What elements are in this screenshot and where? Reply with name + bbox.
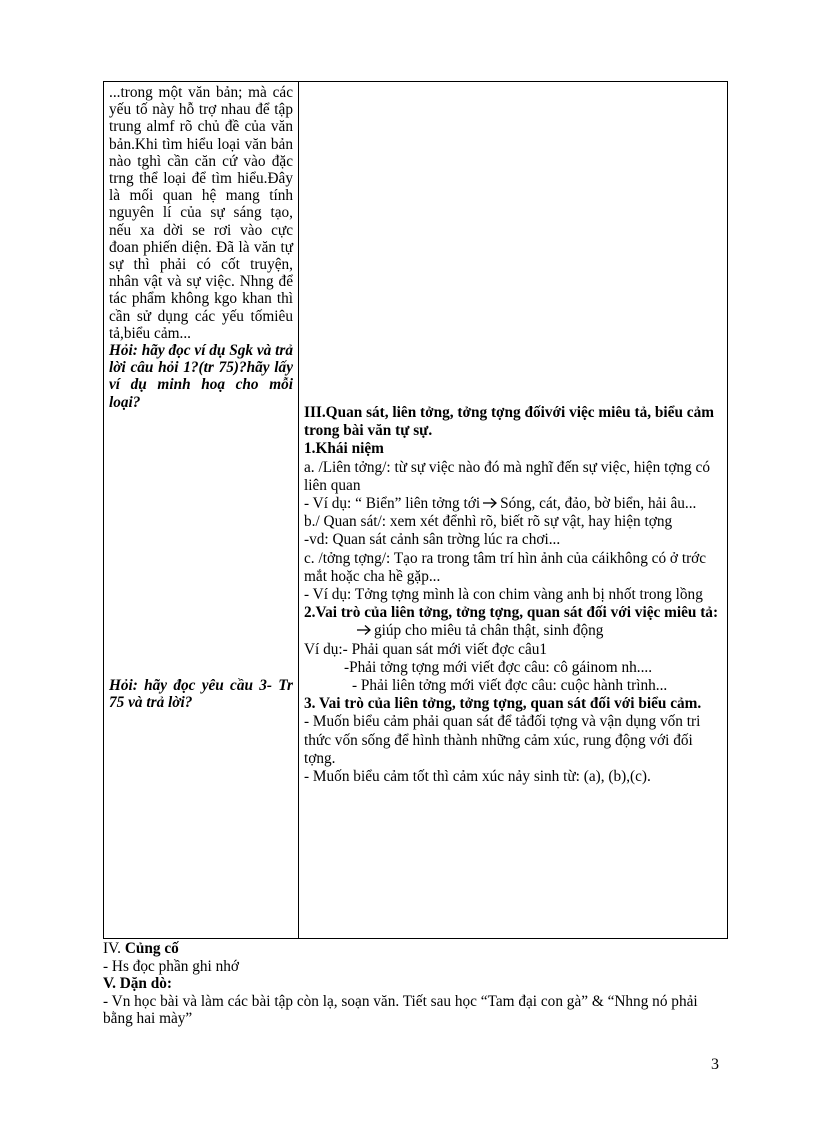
- question-1: Hỏi: hãy đọc ví dụ Sgk và trả lời câu hỏi 1?(tr 75)?hãy lấy ví dụ minh hoạ cho mỗi loại?: [109, 342, 293, 411]
- item-c: c. /tởng tợng/: Tạo ra trong tâm trí hìn ảnh của cáikhông có ở trớc mắt hoặc cha hề gặp...: [304, 549, 707, 585]
- role-description-text: giúp cho miêu tả chân thật, sinh động: [374, 622, 604, 640]
- spacer: [109, 411, 293, 677]
- arrow-right-icon: [482, 497, 498, 509]
- item-c-example: - Ví dụ: Tởng tợng mình là con chim vàng anh bị nhốt trong lồng: [304, 586, 703, 604]
- heading-consolidation: [103, 940, 728, 958]
- item-b-example: -vd: Quan sát cảnh sân trờng lúc ra chơi...: [304, 531, 561, 549]
- heading-concept: 1.Khái niệm: [304, 440, 384, 458]
- item-a-example-pre: - Ví dụ: “ Biển” liên tởng tới: [304, 495, 481, 513]
- homework-line: - Vn học bài và làm các bài tập còn lạ, soạn văn. Tiết sau học “Tam đại con gà” & “Nhng nó phải bằng hai mày”: [103, 992, 698, 1027]
- heading-role-description: 2.Vai trò của liên tởng, tởng tợng, quan sát đối với việc miêu tả:: [304, 604, 719, 622]
- question-2: Hỏi: hãy đọc yêu cầu 3- Tr 75 và trả lời?: [109, 676, 293, 712]
- heading-homework: V. Dặn dò:: [103, 975, 172, 992]
- page-number: 3: [711, 1056, 719, 1073]
- empty-top-space: [304, 84, 722, 404]
- consolidation-line: - Hs đọc phần ghi nhớ: [103, 957, 239, 975]
- role-example-1: Ví dụ:- Phải quan sát mới viết đợc câu1: [304, 640, 548, 658]
- role-example-3: - Phải liên tởng mới viết đợc câu: cuộc hành trình...: [352, 677, 668, 695]
- lesson-table: [103, 81, 728, 939]
- role-expression-1: - Muốn biểu cảm phải quan sát để tảđối tợng và vận dụng vốn tri thức vốn sống để hình thành những cảm xúc, rung động với đối tợng.: [304, 713, 701, 767]
- role-expression-2: - Muốn biểu cảm tốt thì cảm xúc nảy sinh từ: (a), (b),(c).: [304, 768, 651, 786]
- item-a-example-post: Sóng, cát, đảo, bờ biển, hải âu...: [500, 495, 697, 513]
- left-column: [104, 82, 299, 939]
- item-b: b./ Quan sát/: xem xét đểnhì rõ, biết rõ sự vật, hay hiện tợng: [304, 513, 673, 531]
- lesson-footer: [103, 940, 728, 1028]
- heading-consolidation-number: IV.: [103, 940, 121, 957]
- heading-role-expression: 3. Vai trò của liên tởng, tởng tợng, quan sát đối với biểu cảm.: [304, 695, 702, 713]
- item-a: a. /Liên tởng/: từ sự việc nào đó mà nghĩ đến sự việc, hiện tợng có liên quan: [304, 458, 710, 494]
- right-column: [299, 82, 728, 939]
- arrow-right-icon: [356, 624, 372, 636]
- heading-consolidation-title: Củng cố: [124, 940, 179, 957]
- table-row: [104, 82, 728, 939]
- left-paragraph: ...trong một văn bản; mà các yếu tố này hỗ trợ nhau để tập trung almf rõ chủ đề của văn bản.Khi tìm hiểu loại văn bản nào tghì cần căn cứ vào đặc trng thể loại để tìm hiểu.Đây là mối quan hệ mang tính nguyên lí của sự sáng tạo, nếu xa dời se rơi vào cực đoan phiến diện. Đã là văn tự sự thì phải có cốt truyện, nhân vật và sự việc. Nhng để tác phẩm không kgo khan thì cần sử dụng các yếu tốmiêu tả,biểu cảm...: [109, 84, 293, 342]
- section-title: III.Quan sát, liên tởng, tởng tợng đốivới việc miêu tả, biểu cảm trong bài văn tự sự.: [304, 404, 714, 440]
- role-description-summary: [304, 622, 722, 640]
- item-a-example: [304, 495, 722, 513]
- role-example-2: -Phải tởng tợng mới viết đợc câu: cô gáinom nh....: [344, 658, 653, 676]
